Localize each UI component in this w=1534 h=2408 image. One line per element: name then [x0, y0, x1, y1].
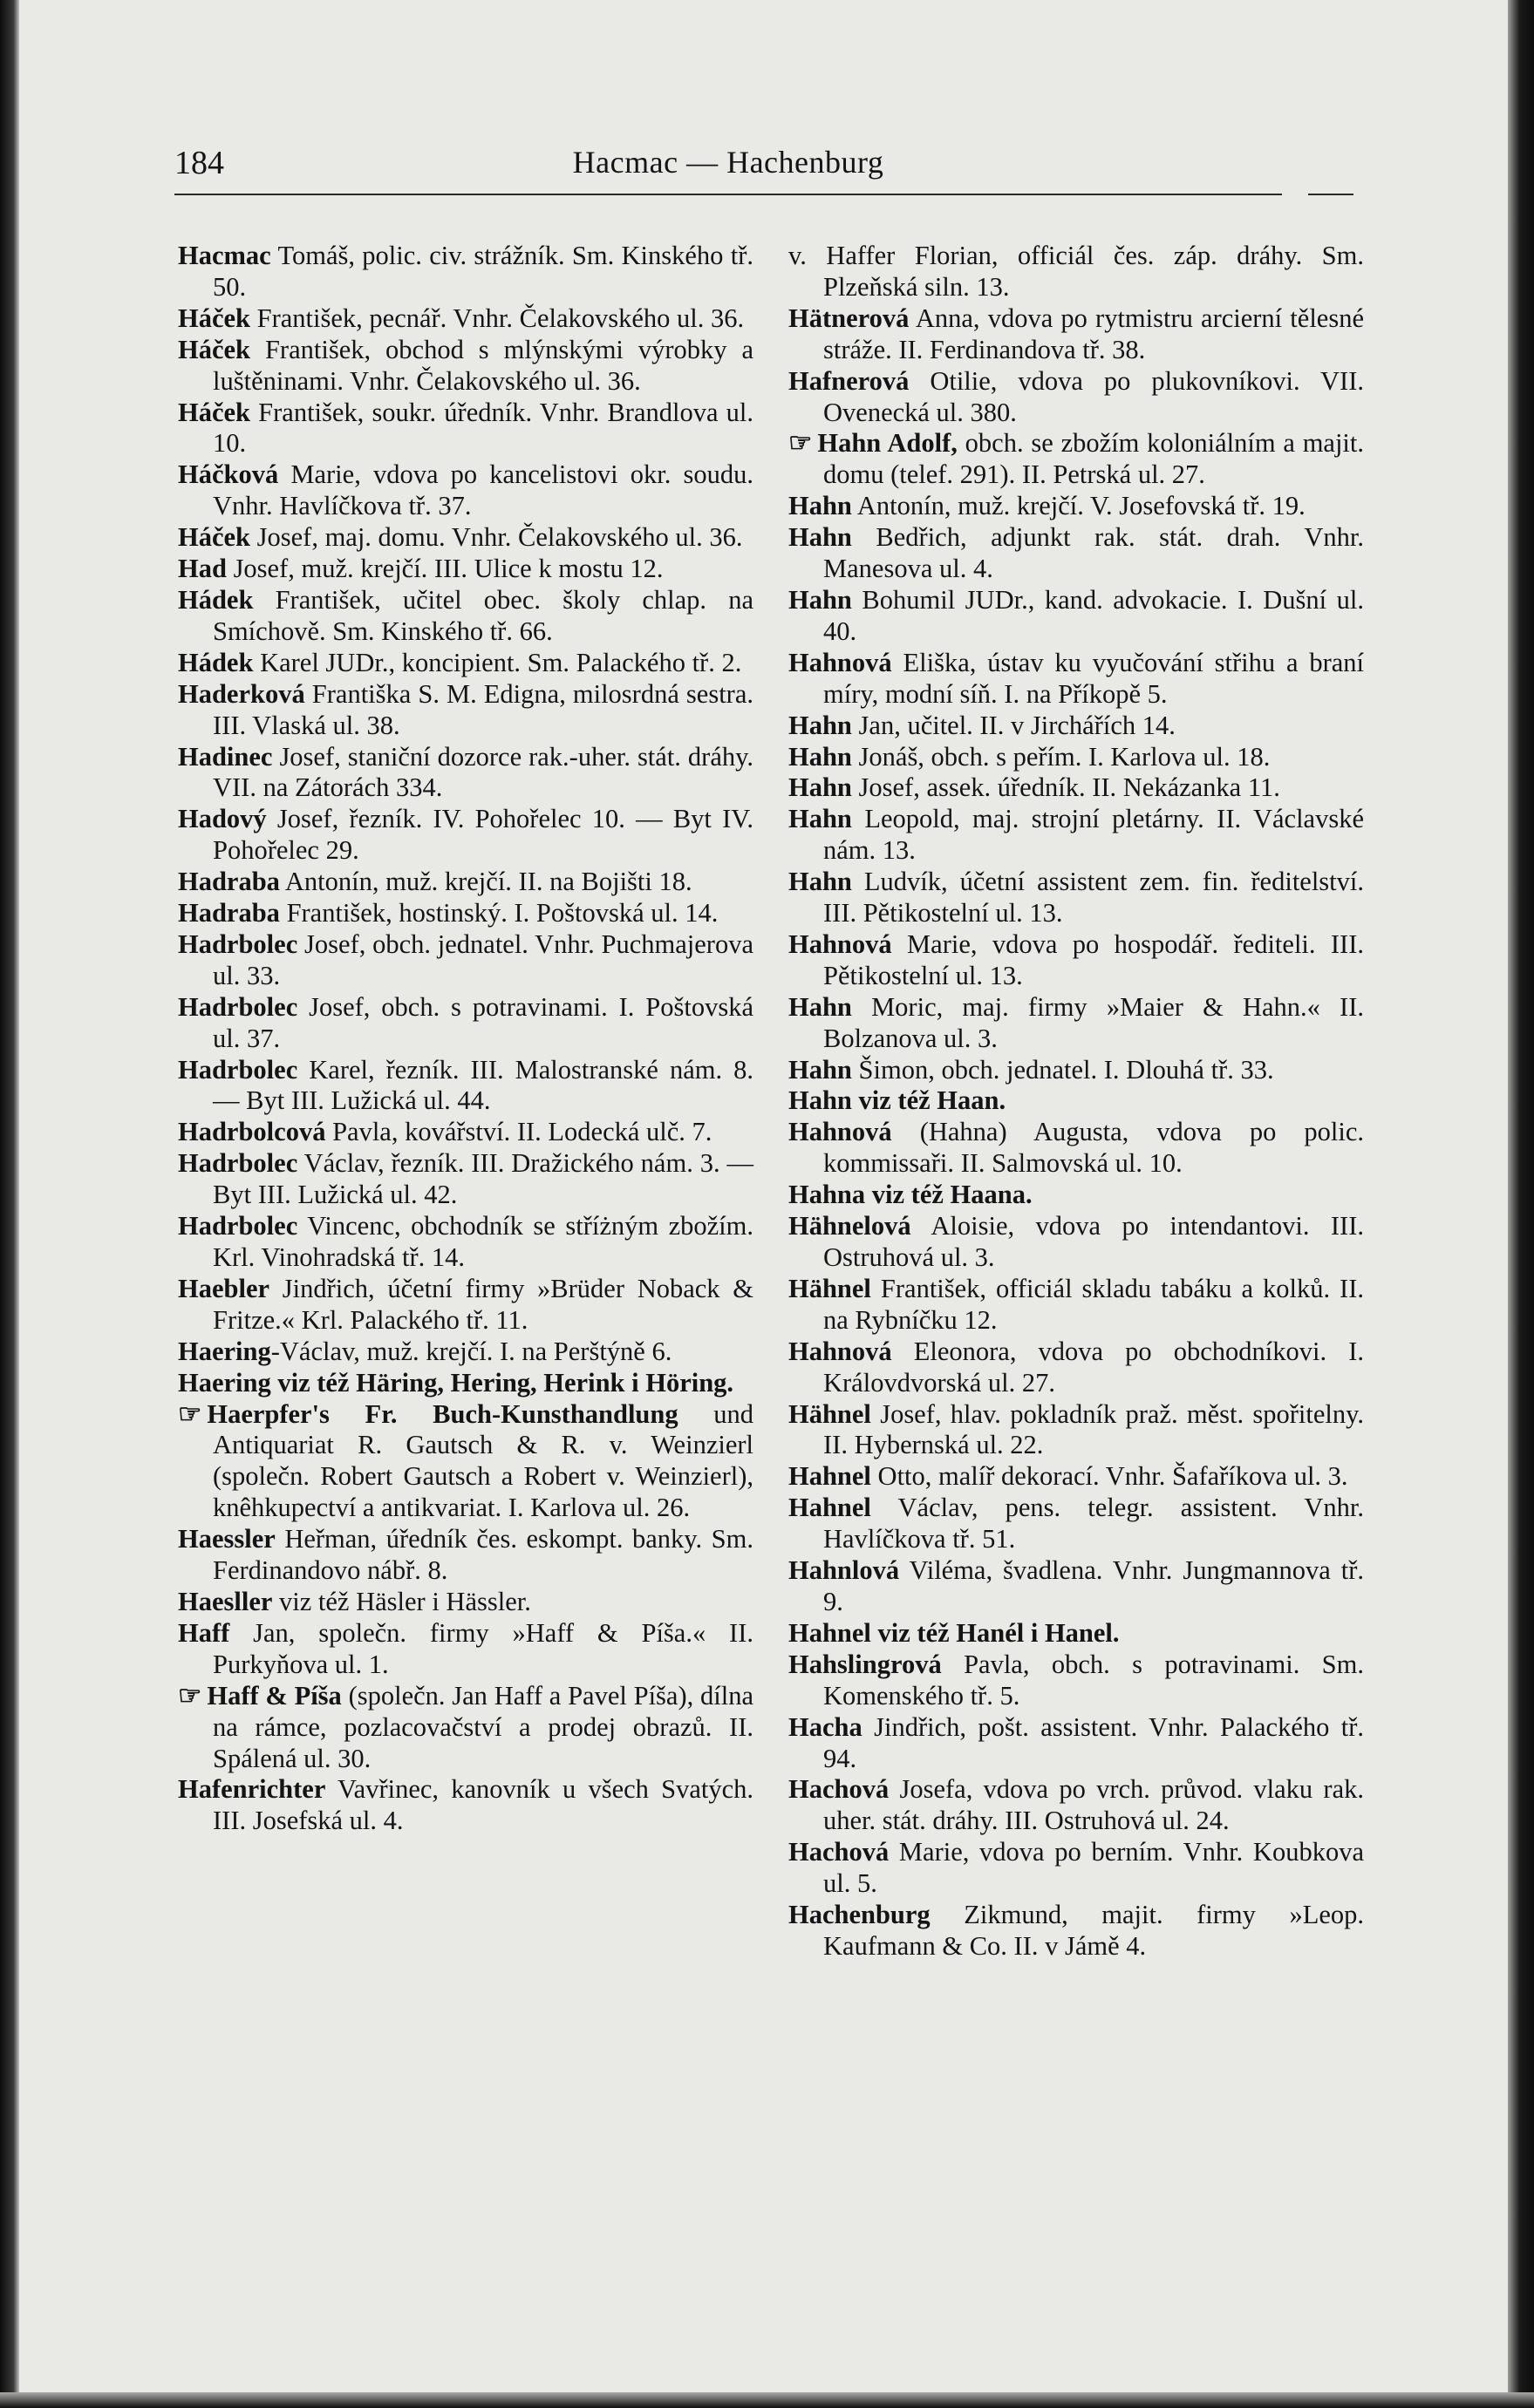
entry-details: Šimon, obch. jednatel. I. Dlouhá tř. 33. [851, 1054, 1274, 1085]
entry-surname: Had [178, 554, 227, 584]
entry-surname: Hahn [788, 741, 852, 772]
entry-surname: Hahn [788, 772, 852, 803]
entry-details: obch. se zbožím koloniálním a majit. domu (telef. 291). II. Petrská ul. 27. [823, 428, 1364, 490]
entry-details: Františka S. M. Edigna, milosrdná sestra. III. Vlaská ul. 38. [213, 678, 753, 740]
entry-details: Josef, assek. úředník. II. Nekázanka 11. [851, 772, 1280, 803]
entry-details: Václav, řezník. III. Dražického nám. 3. — Byt III. Lužická ul. 42. [213, 1148, 753, 1210]
directory-entry [788, 648, 1364, 711]
scan-edge-left [0, 0, 19, 2408]
entry-surname: Hahnel [788, 1617, 871, 1648]
entry-details: Otto, malíř dekorací. Vnhr. Šafaříkova ul. 3. [870, 1461, 1348, 1492]
entry-details: František, officiál skladu tabáku a kolků. II. na Rybníčku 12. [823, 1273, 1364, 1335]
directory-entry [788, 303, 1364, 366]
entry-surname: Haering [178, 1336, 271, 1366]
entry-surname: Hádek [178, 584, 254, 615]
header-rule [174, 194, 1282, 195]
directory-entry [788, 992, 1364, 1055]
entry-details: Antonín, muž. krejčí. II. na Bojišti 18. [279, 867, 692, 897]
directory-entry [178, 898, 753, 929]
entry-details: Tomáš, polic. civ. strážník. Sm. Kinského tř. 50. [213, 241, 753, 302]
entry-surname: Hätnerová [788, 303, 910, 333]
directory-entry [178, 1148, 753, 1211]
directory-entry [788, 1837, 1364, 1900]
entry-details: (společn. Jan Haff a Pavel Píša), dílna na rámce, pozlacovačství a prodej obrazů. II. Spálená ul. 30. [213, 1680, 753, 1773]
entry-surname: Hahnel [788, 1461, 871, 1492]
directory-entry [788, 742, 1364, 773]
directory-entry [178, 1368, 753, 1399]
left-column [178, 241, 753, 1837]
directory-entry [788, 1211, 1364, 1274]
directory-entry [788, 241, 1364, 303]
entry-details: Antonín, muž. krejčí. V. Josefovská tř. 19. [851, 491, 1306, 521]
entry-surname: Háček [178, 397, 251, 427]
entry-details: viz též Häsler i Hässler. [272, 1586, 531, 1616]
entry-details: Pavla, kovářství. II. Lodecká ulč. 7. [325, 1117, 712, 1147]
entry-surname: Hahn [788, 1054, 852, 1085]
directory-entry [788, 1274, 1364, 1337]
directory-entry [178, 1681, 753, 1775]
entry-surname: Hahna [788, 1180, 866, 1210]
directory-entry [178, 1211, 753, 1274]
entry-surname: Hadraba [178, 867, 280, 897]
entry-details: Ludvík, účetní assistent zem. fin. ředitelství. III. Pětikostelní ul. 13. [823, 867, 1364, 929]
directory-entry [178, 867, 753, 898]
entry-details: viz též Hanél i Hanel. [870, 1617, 1120, 1648]
entry-details: Eleonora, vdova po obchodníkovi. I. Královdvorská ul. 27. [823, 1336, 1364, 1398]
directory-entry [788, 1399, 1364, 1462]
entry-details: Leopold, maj. strojní pletárny. II. Václavské nám. 13. [823, 804, 1364, 866]
entry-details: Heřman, úředník čes. eskompt. banky. Sm. Ferdinandovo nábř. 8. [213, 1524, 753, 1586]
entry-surname: Haerpfer's Fr. Buch-Kunsthandlung [207, 1398, 678, 1429]
entry-details: Pavla, obch. s potravinami. Sm. Komenského tř. 5. [823, 1649, 1364, 1711]
entry-surname: Haff [178, 1617, 230, 1648]
entry-surname: Haering [178, 1367, 271, 1398]
entry-surname: Haderková [178, 678, 305, 709]
directory-entry [788, 491, 1364, 522]
entry-details: František, obchod s mlýnskými výrobky a luštěninami. Vnhr. Čelakovského ul. 36. [213, 334, 753, 396]
directory-entry [788, 522, 1364, 585]
entry-surname: Háčková [178, 459, 279, 490]
directory-entry [788, 1555, 1364, 1618]
entry-details: Viléma, švadlena. Vnhr. Jungmannova tř. 9. [823, 1555, 1364, 1616]
directory-entry [788, 1712, 1364, 1775]
header-rule-short [1308, 194, 1353, 195]
entry-details: Karel, řezník. III. Malostranské nám. 8. — Byt III. Lužická ul. 44. [213, 1054, 753, 1116]
entry-surname: Haff & Píša [207, 1680, 342, 1711]
entry-surname: Hahn [788, 522, 852, 553]
pointing-hand-icon: ☞ [178, 1398, 202, 1429]
entry-details: Jindřich, účetní firmy »Brüder Noback & Fritze.« Krl. Palackého tř. 11. [213, 1273, 753, 1335]
entry-surname: Hadrbolec [178, 1148, 298, 1179]
entry-details: viz též Haana. [865, 1180, 1033, 1210]
entry-details: v. Haffer Florian, officiál čes. záp. dráhy. Sm. Plzeňská siln. 13. [788, 241, 1364, 302]
entry-surname: Háček [178, 334, 251, 364]
entry-surname: Haebler [178, 1273, 270, 1303]
entry-details: Josef, staniční dozorce rak.-uher. stát. dráhy. VII. na Zátorách 334. [213, 741, 753, 803]
directory-entry [788, 428, 1364, 491]
entry-details: Bohumil JUDr., kand. advokacie. I. Dušní ul. 40. [823, 584, 1364, 646]
directory-entry [178, 459, 753, 522]
directory-entry [788, 1650, 1364, 1712]
entry-surname: Hachová [788, 1837, 890, 1867]
entry-details: František, soukr. úředník. Vnhr. Brandlova ul. 10. [213, 397, 753, 459]
entry-surname: Haessler [178, 1524, 276, 1554]
directory-entry [178, 1399, 753, 1525]
entry-details: Josef, muž. krejčí. III. Ulice k mostu 12. [226, 554, 664, 584]
entry-details: Karel JUDr., koncipient. Sm. Palackého tř. 2. [253, 647, 742, 677]
scan-edge-right [1508, 0, 1534, 2408]
entry-details: viz též Häring, Hering, Herink i Höring. [270, 1367, 734, 1398]
directory-entry [788, 1900, 1364, 1962]
directory-entry [178, 929, 753, 992]
directory-entry [178, 1524, 753, 1587]
entry-details: Marie, vdova po kancelistovi okr. soudu. Vnhr. Havlíčkova tř. 37. [213, 459, 753, 521]
scan-edge-bottom [0, 2392, 1534, 2408]
entry-surname: Hahnel [788, 1493, 871, 1523]
directory-entry [788, 1774, 1364, 1837]
entry-surname: Háček [178, 303, 251, 333]
pointing-hand-icon: ☞ [178, 1680, 202, 1711]
directory-entry [178, 804, 753, 867]
entry-details: Bedřich, adjunkt rak. stát. drah. Vnhr. Manesova ul. 4. [823, 522, 1364, 584]
entry-surname: Hähnel [788, 1273, 871, 1303]
directory-entry [178, 1117, 753, 1148]
right-column [788, 241, 1364, 1962]
entry-surname: Hahn [788, 867, 852, 897]
entry-details: -Václav, muž. krejčí. I. na Perštýně 6. [270, 1336, 672, 1366]
directory-entry [788, 804, 1364, 867]
directory-entry [178, 303, 753, 335]
entry-surname: Hähnel [788, 1398, 871, 1429]
directory-entry [788, 1055, 1364, 1086]
entry-surname: Hadový [178, 804, 267, 834]
entry-details: Aloisie, vdova po intendantovi. III. Ostruhová ul. 3. [823, 1211, 1364, 1272]
running-title: Hacmac — Hachenburg [572, 145, 884, 180]
entry-surname: Hadrbolec [178, 929, 298, 959]
entry-details: Anna, vdova po rytmistru arcierní tělesné stráže. II. Ferdinandova tř. 38. [823, 303, 1364, 364]
entry-surname: Hadrbolec [178, 991, 298, 1022]
directory-entry [788, 867, 1364, 929]
directory-entry [178, 992, 753, 1055]
entry-surname: Hafenrichter [178, 1774, 326, 1805]
entry-surname: Hahslingrová [788, 1649, 942, 1679]
entry-surname: Hachenburg [788, 1900, 931, 1930]
entry-surname: Hahn [788, 710, 852, 740]
directory-entry [788, 1337, 1364, 1399]
directory-entry [178, 335, 753, 398]
entry-details: Otilie, vdova po plukovníkovi. VII. Ovenecká ul. 380. [823, 365, 1364, 427]
entry-details: Václav, pens. telegr. assistent. Vnhr. Havlíčkova tř. 51. [823, 1493, 1364, 1554]
page-number: 184 [174, 145, 224, 181]
pointing-hand-icon: ☞ [788, 428, 813, 459]
directory-entry [178, 742, 753, 805]
directory-entry [178, 1055, 753, 1118]
directory-entry [178, 1337, 753, 1368]
entry-surname: Hahnlová [788, 1555, 900, 1586]
entry-details: Josef, řezník. IV. Pohořelec 10. — Byt IV. Pohořelec 29. [213, 804, 753, 866]
directory-entry [788, 585, 1364, 648]
entry-surname: Hahn [788, 804, 852, 834]
entry-surname: Hahnová [788, 929, 892, 959]
entry-surname: Hadraba [178, 898, 280, 929]
entry-details: Vavřinec, kanovník u všech Svatých. III. Josefská ul. 4. [213, 1774, 753, 1836]
directory-entry [788, 1085, 1364, 1117]
directory-entry [788, 1180, 1364, 1211]
directory-entry [788, 1493, 1364, 1555]
directory-entry [178, 241, 753, 303]
directory-entry [788, 929, 1364, 992]
entry-surname: Haesller [178, 1586, 273, 1616]
entry-details: Eliška, ústav ku vyučování střihu a braní míry, modní síň. I. na Příkopě 5. [823, 647, 1364, 709]
entry-surname: Hacha [788, 1711, 862, 1742]
entry-surname: Hadrbolec [178, 1054, 298, 1085]
directory-entry [788, 1117, 1364, 1180]
entry-details: viz též Haan. [851, 1085, 1006, 1116]
directory-entry [178, 522, 753, 554]
entry-details: Jonáš, obch. s peřím. I. Karlova ul. 18. [851, 741, 1271, 772]
directory-entry [178, 1618, 753, 1681]
directory-entry [788, 772, 1364, 804]
entry-details: Jindřich, pošt. assistent. Vnhr. Palackého tř. 94. [823, 1711, 1364, 1773]
entry-details: Josefa, vdova po vrch. průvod. vlaku rak. uher. stát. dráhy. III. Ostruhová ul. 24. [823, 1774, 1364, 1836]
directory-entry [788, 711, 1364, 742]
entry-surname: Hahn [788, 584, 852, 615]
entry-surname: Hadrbolec [178, 1211, 298, 1241]
directory-entry [178, 554, 753, 585]
entry-surname: Hadinec [178, 741, 273, 772]
entry-surname: Hacmac [178, 241, 271, 270]
entry-surname: Hahn [788, 1085, 852, 1116]
entry-surname: Hádek [178, 647, 254, 677]
entry-details: Josef, hlav. pokladník praž. měst. spořitelny. II. Hybernská ul. 22. [823, 1398, 1364, 1460]
entry-surname: Hahnová [788, 647, 892, 677]
entry-surname: Hachová [788, 1774, 890, 1805]
entry-details: František, pecnář. Vnhr. Čelakovského ul. 36. [250, 303, 745, 333]
directory-entry [788, 1618, 1364, 1650]
entry-details: Marie, vdova po berním. Vnhr. Koubkova ul. 5. [823, 1837, 1364, 1899]
directory-entry [178, 1774, 753, 1837]
entry-surname: Hähnelová [788, 1211, 911, 1241]
entry-surname: Hahnová [788, 1117, 892, 1147]
directory-entry [178, 1274, 753, 1337]
entry-details: František, hostinský. I. Poštovská ul. 14. [279, 898, 719, 929]
entry-details: Marie, vdova po hospodář. řediteli. III. Pětikostelní ul. 13. [823, 929, 1364, 990]
entry-surname: Háček [178, 522, 251, 553]
page-header [174, 144, 1352, 196]
directory-entry [788, 1461, 1364, 1493]
directory-entry [178, 679, 753, 742]
entry-details: Josef, maj. domu. Vnhr. Čelakovského ul. 36. [250, 522, 743, 553]
directory-entry [788, 366, 1364, 429]
entry-details: František, učitel obec. školy chlap. na Smíchově. Sm. Kinského tř. 66. [213, 584, 753, 646]
entry-details: Jan, společn. firmy »Haff & Píša.« II. Purkyňova ul. 1. [213, 1617, 753, 1679]
entry-details: (Hahna) Augusta, vdova po polic. kommissaři. II. Salmovská ul. 10. [823, 1117, 1364, 1179]
entry-details: Josef, obch. jednatel. Vnhr. Puchmajerova ul. 33. [213, 929, 753, 990]
entry-surname: Hafnerová [788, 365, 910, 396]
directory-entry [178, 398, 753, 460]
directory-entry [178, 585, 753, 648]
entry-surname: Hahn [788, 491, 852, 521]
entry-details: Vincenc, obchodník se stříżným zbožím. Krl. Vinohradská tř. 14. [213, 1211, 753, 1272]
entry-details: Josef, obch. s potravinami. I. Poštovská ul. 37. [213, 991, 753, 1053]
entry-details: Jan, učitel. II. v Jirchářích 14. [851, 710, 1176, 740]
entry-details: Zikmund, majit. firmy »Leop. Kaufmann & Co. II. v Jámě 4. [823, 1900, 1364, 1961]
directory-entry [178, 1587, 753, 1618]
directory-entry [178, 648, 753, 679]
entry-details: und Antiquariat R. Gautsch & R. v. Weinzierl (společn. Robert Gautsch a Robert v. Weinzierl), knêhkupectví a antikvariat. I. Karlova ul. 26. [213, 1398, 753, 1523]
entry-surname: Hahnová [788, 1336, 892, 1366]
entry-surname: Hadrbolcová [178, 1117, 326, 1147]
entry-surname: Hahn [788, 991, 852, 1022]
entry-details: Moric, maj. firmy »Maier & Hahn.« II. Bolzanova ul. 3. [823, 991, 1364, 1053]
entry-surname: Hahn Adolf, [817, 428, 958, 459]
